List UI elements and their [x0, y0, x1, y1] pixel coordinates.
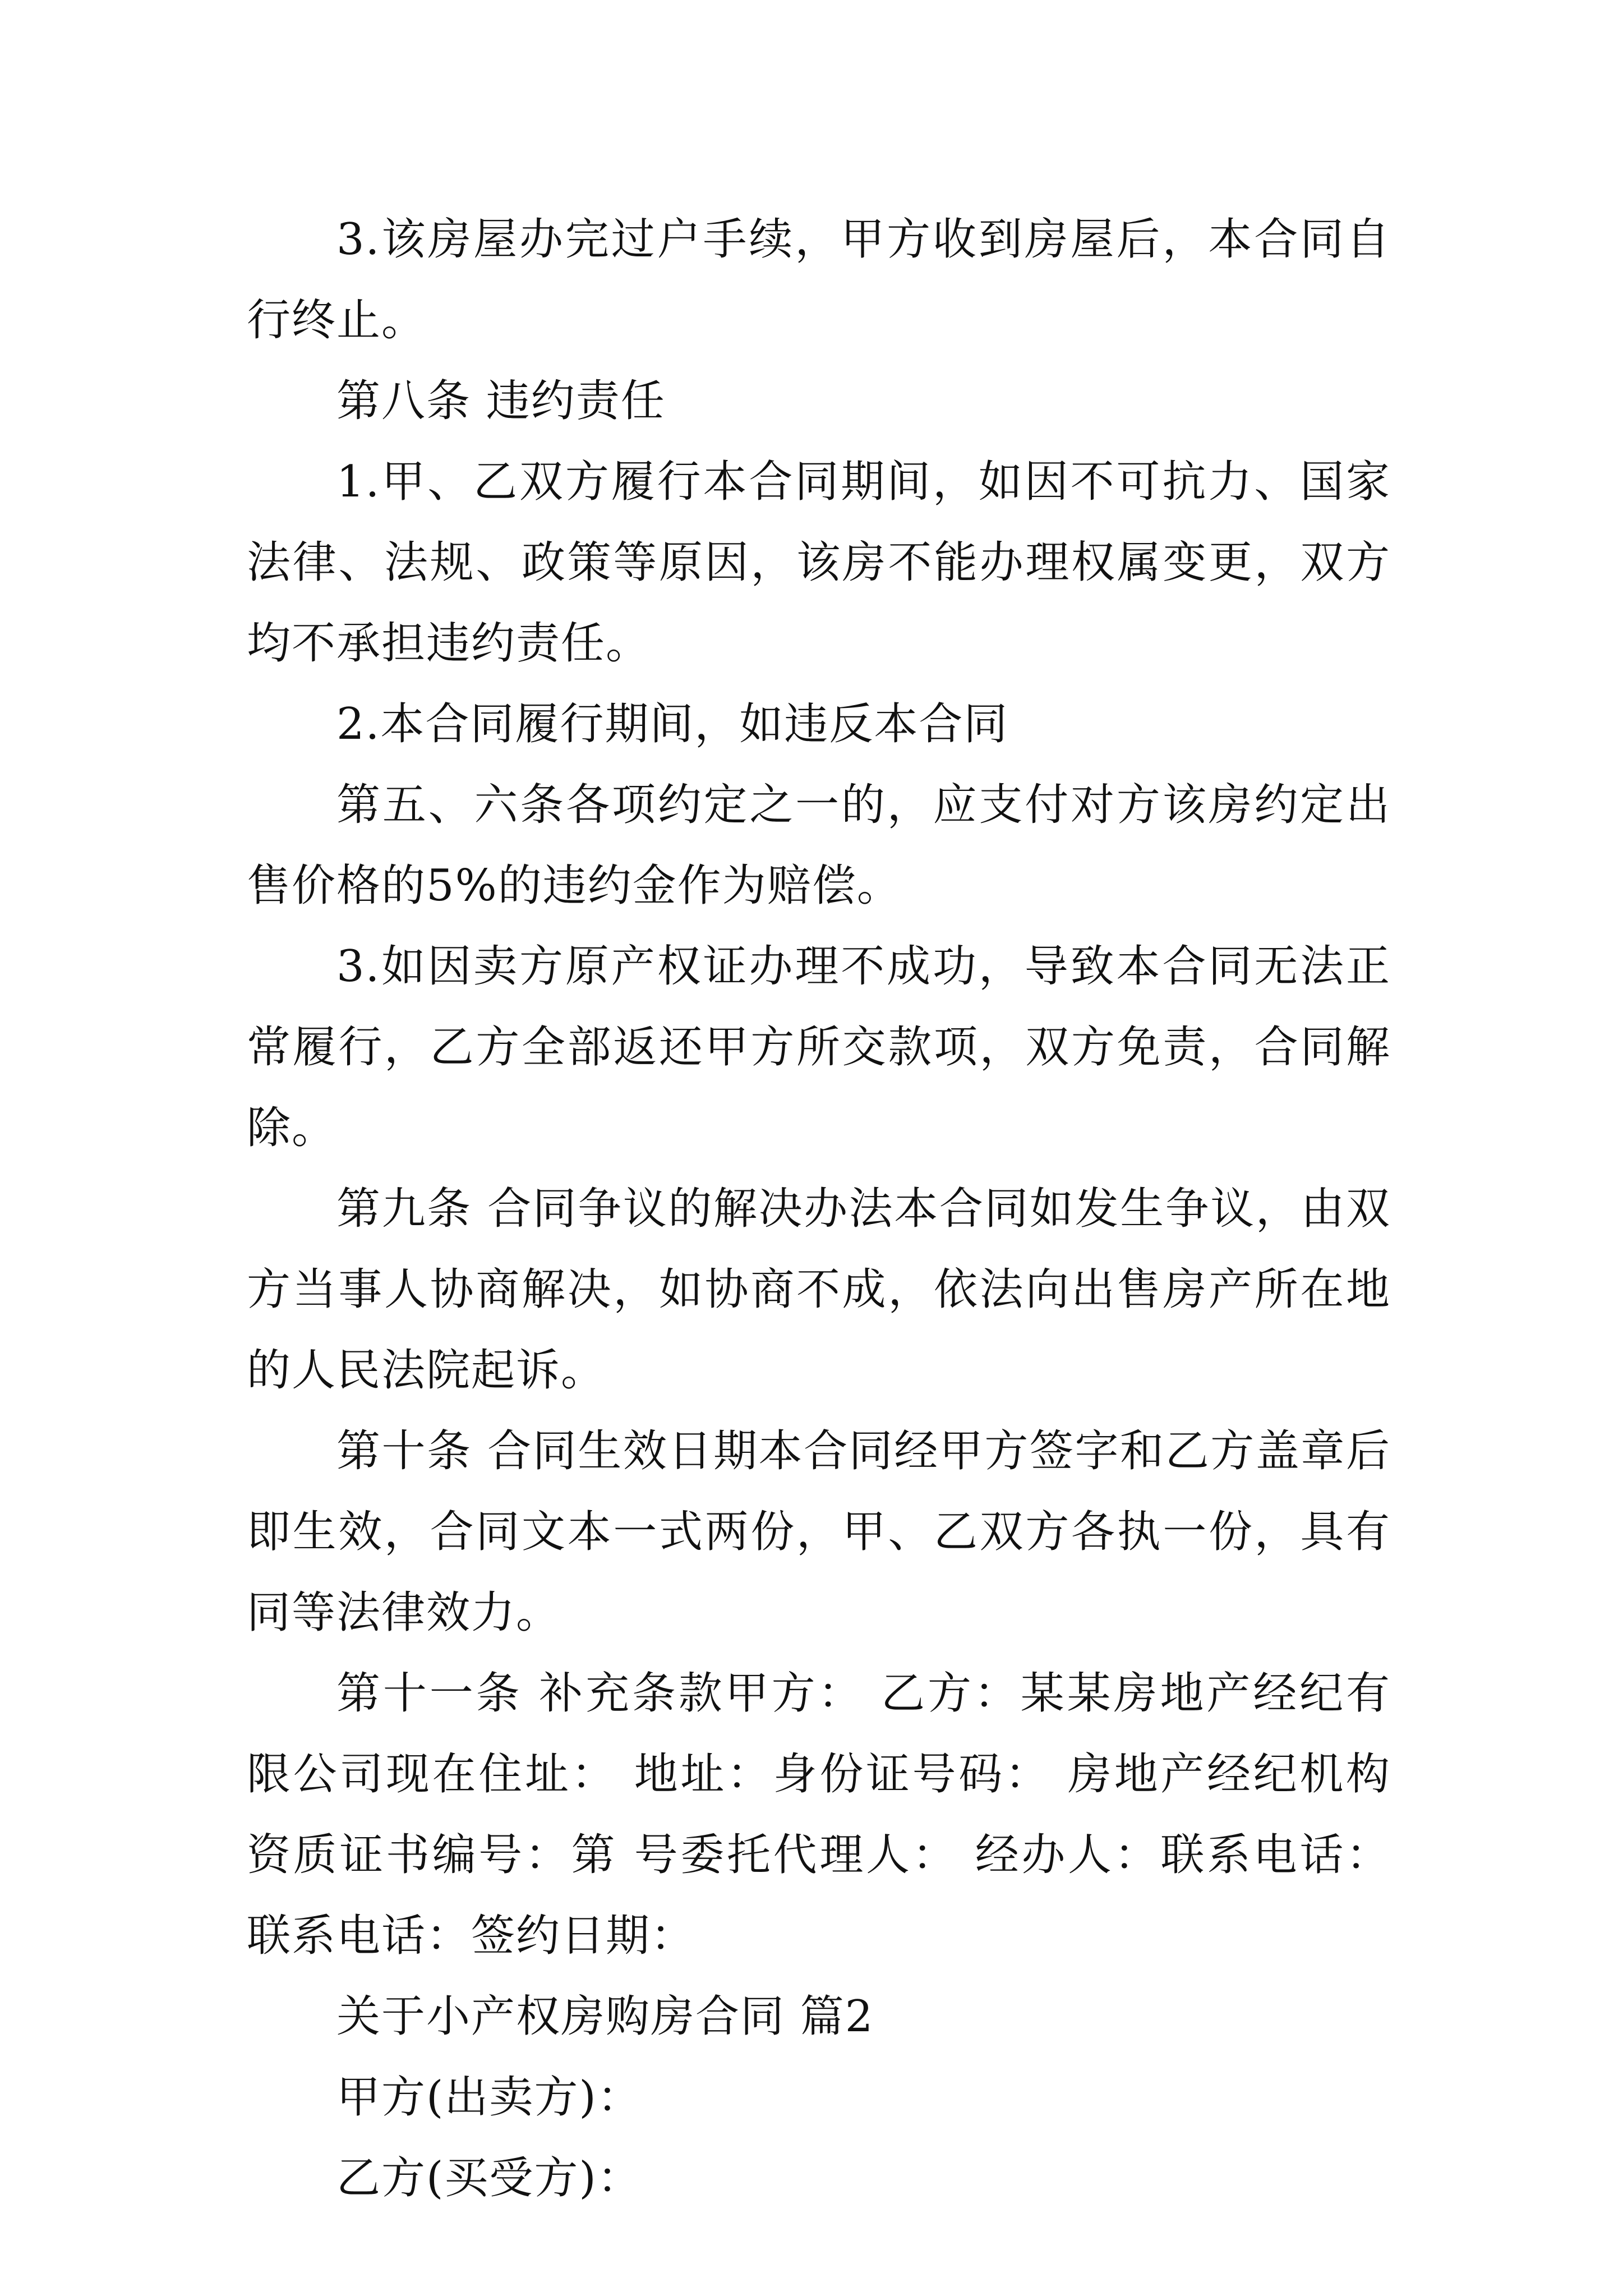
paragraph-force-majeure: 1.甲、乙双方履行本合同期间，如因不可抗力、国家法律、法规、政策等原因，该房不能办理权属变更，双方均不承担违约责任。	[247, 457, 1391, 669]
paragraph-title-failure: 3.如因卖方原产权证办理不成功，导致本合同无法正常履行，乙方全部返还甲方所交款项，双方免责，合同解除。	[247, 941, 1391, 1153]
paragraph-penalty: 第五、六条各项约定之一的，应支付对方该房约定出售价格的5%的违约金作为赔偿。	[247, 780, 1391, 911]
heading-article-8: 第八条 违约责任	[336, 376, 666, 426]
paragraph-transfer-termination: 3.该房屋办完过户手续，甲方收到房屋后，本合同自行终止。	[247, 214, 1391, 346]
paragraph-breach-intro: 2.本合同履行期间，如违反本合同	[336, 699, 1009, 749]
party-b-buyer: 乙方(买受方)：	[336, 2153, 642, 2203]
paragraph-article-9-dispute: 第九条 合同争议的解决办法本合同如发生争议，由双方当事人协商解决，如协商不成，依法向出售房产所在地的人民法院起诉。	[247, 1184, 1391, 1396]
section-title-contract-2: 关于小产权房购房合同 篇2	[336, 1991, 874, 2042]
document-body	[247, 199, 1391, 2219]
party-a-seller: 甲方(出卖方)：	[336, 2072, 642, 2123]
paragraph-article-11-supplementary: 第十一条 补充条款甲方： 乙方：某某房地产经纪有限公司现在住址： 地址：身份证号码： 房地产经纪机构资质证书编号：第 号委托代理人： 经办人：联系电话： 联系电话：签约日期：	[247, 1668, 1391, 1961]
paragraph-article-10-effective: 第十条 合同生效日期本合同经甲方签字和乙方盖章后即生效，合同文本一式两份，甲、乙双方各执一份，具有同等法律效力。	[247, 1426, 1391, 1638]
